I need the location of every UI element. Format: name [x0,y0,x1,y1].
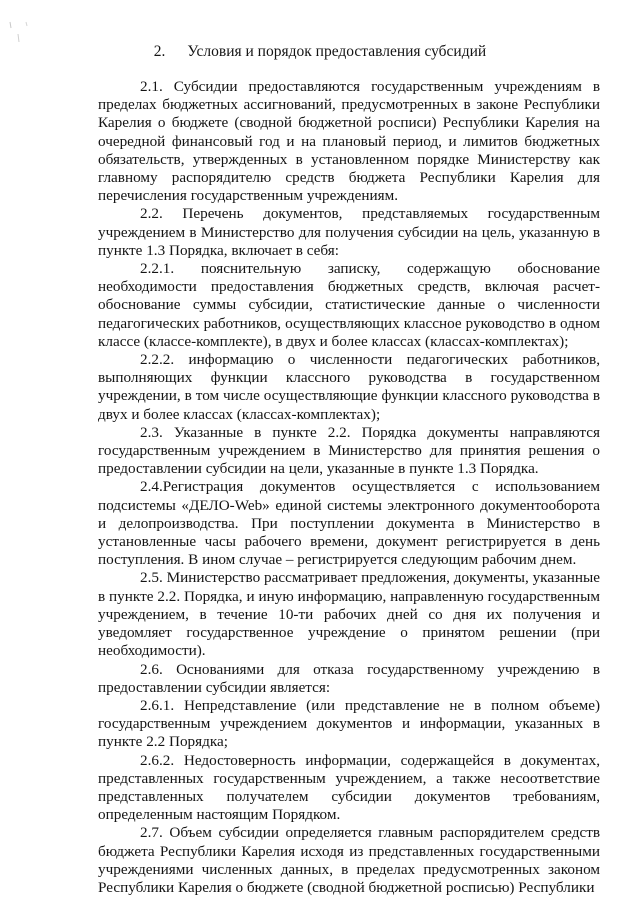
paragraph-2-6-1: 2.6.1. Непредставление (или представление не в полном объеме) государственным учреждением документов и информации, указанных в пункте 2.2 Порядка; [98,696,600,751]
paragraph-2-6-2: 2.6.2. Недостоверность информации, содержащейся в документах, представленных государственным учреждением, а также несоответствие представленных получателем субсидии документов требованиям, определенным настоящим Порядком. [98,751,600,824]
paragraph-2-2-1: 2.2.1. пояснительную записку, содержащую обоснование необходимости предоставления бюджетных средств, включая расчет-обоснование суммы субсидии, статистические данные о численности педагогических работников, осуществляющих классное руководство в одном классе (классе-комплекте), в двух и более классах (классах-комплектах); [98,260,600,350]
paragraph-2-2-2: 2.2.2. информацию о численности педагогических работников, выполняющих функции классного руководства в государственном учреждении, в том числе осуществляющие функции классного руководства в двух и более классах (классах-комплектах); [98,351,600,423]
paragraph-2-1: 2.1. Субсидии предоставляются государственным учреждениям в пределах бюджетных ассигнований, предусмотренных в законе Республики Карелия о бюджете (сводной бюджетной росписи) Республики Карелия на очередной финансовый год и на плановый период, и лимитов бюджетных обязательств, утвержденных в установленном порядке Министерству как главному распорядителю средств бюджета Республики Карелия для перечисления государственным учреждениям. [98,78,600,205]
document-body [98,78,600,897]
paragraph-2-6: 2.6. Основаниями для отказа государственному учреждению в предоставлении субсидии является: [98,660,600,696]
paragraph-2-5: 2.5. Министерство рассматривает предложения, документы, указанные в пункте 2.2. Порядка, и иную информацию, направленную государственным учреждением, в течение 10-ти рабочих дней со дня их получения и уведомляет государственное учреждение о принятом решении (при необходимости). [98,569,600,660]
paragraph-2-7: 2.7. Объем субсидии определяется главным распорядителем средств бюджета Республики Карелия исходя из представленных государственными учреждениями численных данных, в пределах предусмотренных законом Республики Карелия о бюджете (сводной бюджетной росписью) Республики [98,824,600,896]
paragraph-2-2: 2.2. Перечень документов, представляемых государственным учреждением в Министерство для получения субсидии на цель, указанную в пункте 1.3 Порядка, включает в себя: [98,205,600,259]
section-number: 2. [153,43,166,60]
paragraph-2-4: 2.4.Регистрация документов осуществляется с использованием подсистемы «ДЕЛО-Web» единой системы электронного документооборота и делопроизводства. При поступлении документа в Министерство в установленные часы рабочего времени, документ регистрируется в день поступления. В ином случае – регистрируется следующим рабочим днем. [98,478,600,569]
section-title: Условия и порядок предоставления субсидий [187,43,487,60]
section-heading [0,43,640,61]
paragraph-2-3: 2.3. Указанные в пункте 2.2. Порядка документы направляются государственным учреждением в Министерство для принятия решения о предоставлении субсидии на цели, указанные в пункте 1.3 Порядка. [98,423,600,478]
